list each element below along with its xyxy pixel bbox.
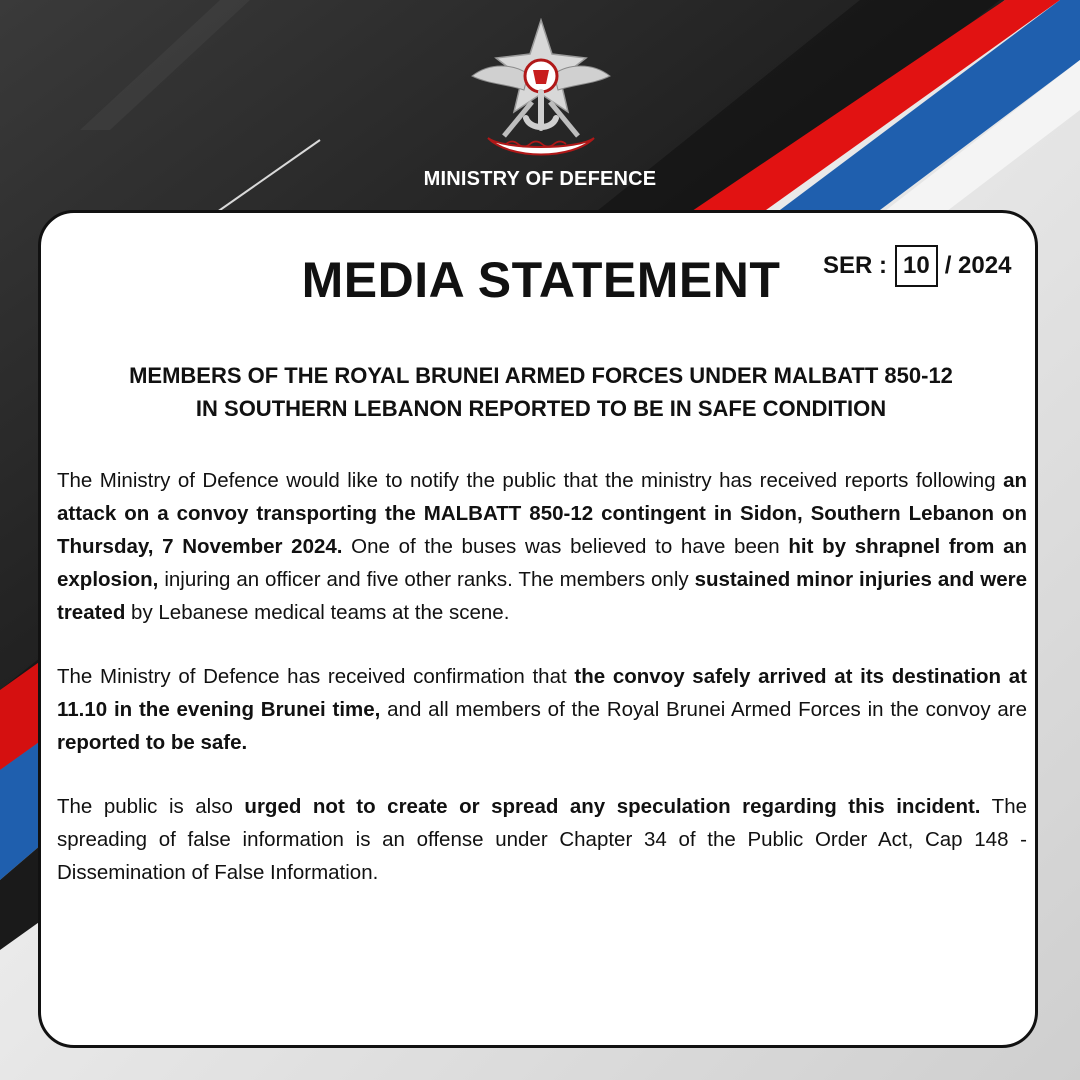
segment: The Ministry of Defence would like to notify the public that the ministry has received reports following [57, 469, 1004, 492]
serial-number-box: 10 [895, 245, 938, 287]
segment-bold: urged not to create or spread any speculation regarding this incident. [244, 795, 981, 818]
segment-bold: an attack on a convoy transporting the MALBATT 850-12 contingent in Sidon, Southern Lebanon on Thursday, 7 November 2024. [57, 469, 1027, 558]
segment: by Lebanese medical teams at the scene. [125, 601, 510, 624]
headline [61, 359, 1021, 425]
segment-bold: the convoy safely arrived at its destination at 11.10 in the evening Brunei time, [57, 665, 1028, 721]
segment-bold: sustained minor injuries and were treated [57, 568, 1027, 624]
segment: The Ministry of Defence has received confirmation that [57, 665, 575, 688]
statement-body [57, 464, 1027, 920]
emblem-wing-right [554, 66, 610, 90]
serial-year: / 2024 [944, 252, 1012, 279]
segment: The public is also [57, 795, 245, 818]
paragraph-1 [57, 464, 1027, 629]
segment-bold: reported to be safe. [57, 731, 248, 754]
headline-line-1: MEMBERS OF THE ROYAL BRUNEI ARMED FORCES UNDER MALBATT 850-12 [129, 363, 953, 388]
emblem-wing-left [472, 66, 528, 90]
paragraph-3 [57, 790, 1027, 889]
emblem-scroll [488, 138, 594, 155]
segment: The spreading of false information is an offense under Chapter 34 of the Public Order Act, Cap 148 - Dissemination of False Information. [57, 795, 1027, 884]
statement-card [38, 210, 1038, 1048]
segment: injuring an officer and five other ranks. The members only [158, 568, 695, 591]
headline-line-2: IN SOUTHERN LEBANON REPORTED TO BE IN SAFE CONDITION [195, 396, 887, 421]
organization-name: MINISTRY OF DEFENCE [423, 168, 657, 190]
segment: One of the buses was believed to have been [342, 535, 789, 558]
segment-bold: hit by shrapnel from an explosion, [57, 535, 1027, 591]
ministry-of-defence-emblem-icon [470, 18, 612, 163]
paragraph-2 [57, 660, 1027, 759]
page-title: MEDIA STATEMENT [301, 252, 781, 308]
serial-number [823, 245, 1011, 287]
serial-prefix: SER : [823, 252, 888, 279]
segment: and all members of the Royal Brunei Armed Forces in the convoy are [380, 698, 1027, 721]
